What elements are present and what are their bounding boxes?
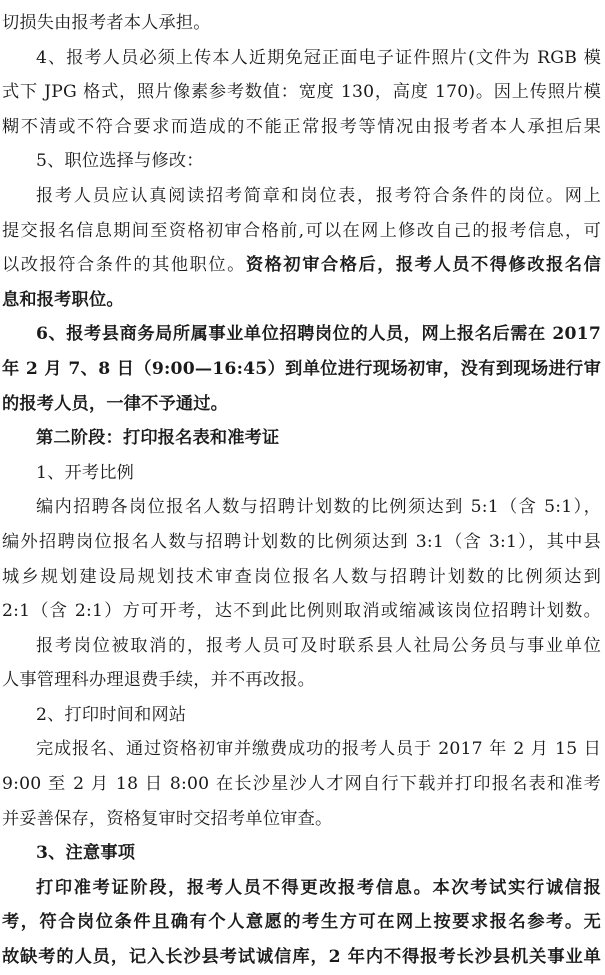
line-07: 提交报名信息期间至资格初审合格前,可以在网上修改自己的报考信息，可 xyxy=(2,220,601,241)
line-08-bold: 资格初审合格后，报考人员不得修改报名信 xyxy=(245,255,601,276)
line-21: 2、打印时间和网站 xyxy=(36,704,187,725)
line-08 xyxy=(2,248,601,283)
line-26: 打印准考证阶段，报考人员不得更改报考信息。本次考试实行诚信报 xyxy=(36,877,601,898)
line-22: 完成报名、通过资格初审并缴费成功的报考人员于 2017 年 2 月 15 日 xyxy=(36,739,601,760)
line-27: 考，符合岗位条件且确有个人意愿的考生方可在网上按要求报名参考。无 xyxy=(2,912,601,933)
line-03: 式下 JPG 格式，照片像素参考数值：宽度 130，高度 170)。因上传照片模 xyxy=(2,82,601,103)
line-04: 糊不清或不符合要求而造成的不能正常报考等情况由报考者本人承担后果 xyxy=(2,116,601,137)
line-17: 城乡规划建设局规划技术审查岗位报名人数与招聘计划数的比例须达到 xyxy=(2,566,601,587)
line-01: 切损失由报考者本人承担。 xyxy=(2,13,211,33)
line-12: 的报考人员，一律不予通过。 xyxy=(2,393,229,414)
line-13-section-heading: 第二阶段：打印报名表和准考证 xyxy=(36,428,280,449)
line-11: 年 2 月 7、8 日（9:00—16:45）到单位进行现场初审，没有到现场进行审 xyxy=(2,358,601,379)
line-24: 并妥善保存，资格复审时交招考单位审查。 xyxy=(2,808,333,829)
line-28: 故缺考的人员，记入长沙县考试诚信库，2 年内不得报考长沙县机关事业单 xyxy=(2,947,601,968)
line-08-regular: 以改报符合条件的其他职位。 xyxy=(2,255,246,276)
line-14: 1、开考比例 xyxy=(36,462,135,483)
line-25: 3、注意事项 xyxy=(36,843,136,864)
line-23: 9:00 至 2 月 18 日 8:00 在长沙星沙人才网自行下载并打印报名表和准考 xyxy=(2,774,601,795)
line-02: 4、报考人员必须上传本人近期免冠正面电子证件照片(文件为 RGB 模 xyxy=(36,47,601,68)
line-05: 5、职位选择与修改： xyxy=(36,151,204,172)
line-06: 报考人员应认真阅读招考简章和岗位表，报考符合条件的岗位。网上 xyxy=(36,185,601,206)
line-18: 2:1（含 2:1）方可开考，达不到此比例则取消或缩减该岗位招聘计划数。 xyxy=(2,601,601,622)
line-09: 息和报考职位。 xyxy=(2,289,124,310)
line-15: 编内招聘各岗位报名人数与招聘计划数的比例须达到 5:1（含 5:1）， xyxy=(36,497,601,518)
line-10: 6、报考县商务局所属事业单位招聘岗位的人员，网上报名后需在 2017 xyxy=(36,324,601,345)
line-16: 编外招聘岗位报名人数与招聘计划数的比例须达到 3:1（含 3:1），其中县 xyxy=(2,531,601,552)
line-20: 人事管理科办理退费手续，并不再改报。 xyxy=(2,670,315,691)
line-19: 报考岗位被取消的，报考人员可及时联系县人社局公务员与事业单位 xyxy=(36,635,601,656)
